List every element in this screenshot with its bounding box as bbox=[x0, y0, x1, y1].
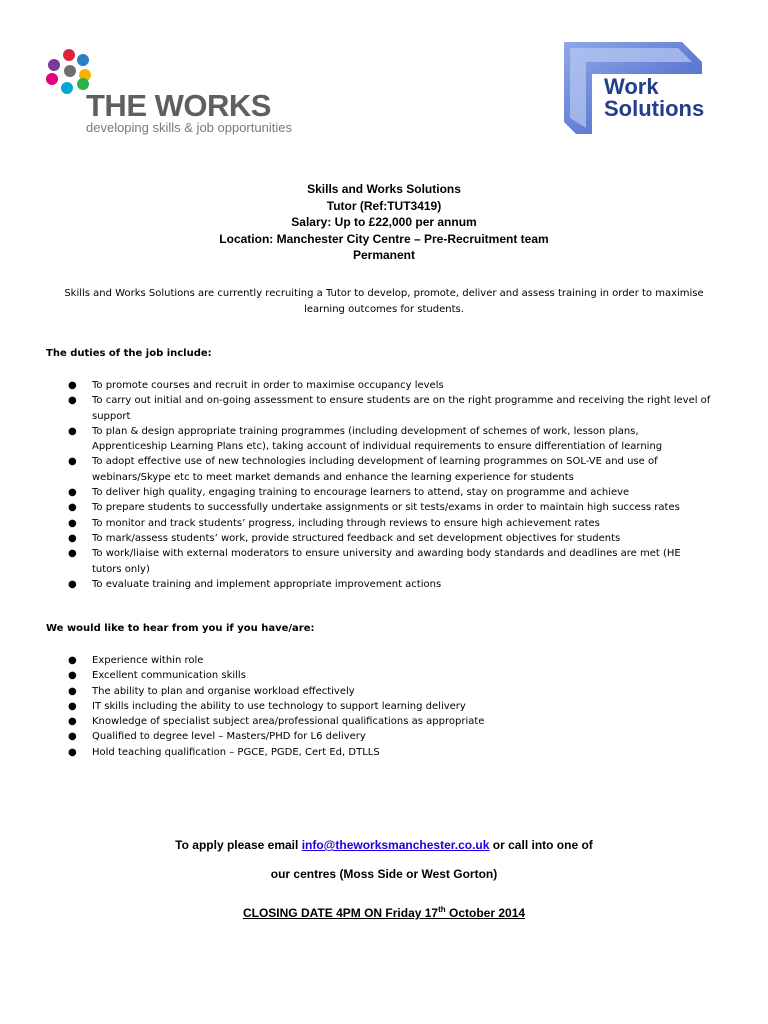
duty-item-text: To monitor and track students’ progress, including through reviews to ensure high achievement rates bbox=[92, 517, 600, 529]
bullet-icon: ● bbox=[68, 548, 77, 560]
bullet-icon: ● bbox=[68, 685, 77, 697]
bullet-icon: ● bbox=[68, 456, 77, 468]
apply-line-2: our centres (Moss Side or West Gorton) bbox=[270, 867, 498, 881]
requirement-item-text: Qualified to degree level – Masters/PHD for L6 delivery bbox=[92, 731, 366, 743]
duties-list bbox=[0, 378, 712, 592]
bullet-icon: ● bbox=[68, 380, 77, 391]
job-header bbox=[0, 181, 768, 264]
bullet-icon: ● bbox=[68, 532, 77, 544]
requirement-item-text: IT skills including the ability to use technology to support learning delivery bbox=[92, 700, 466, 712]
duty-item bbox=[0, 485, 712, 500]
requirement-item-text: Hold teaching qualification – PGCE, PGDE, Cert Ed, DTLLS bbox=[92, 746, 380, 758]
the-works-tagline: developing skills & job opportunities bbox=[86, 120, 292, 135]
duty-item bbox=[0, 500, 712, 515]
duty-item-text: To carry out initial and on-going assessment to ensure students are on the right programme and receiving the right level of support bbox=[92, 395, 711, 422]
closing-prefix: CLOSING DATE 4PM ON Friday 17 bbox=[242, 906, 439, 920]
requirements-list bbox=[0, 653, 712, 760]
duty-item bbox=[0, 454, 712, 485]
logo-dot bbox=[64, 65, 76, 77]
requirement-item bbox=[0, 745, 712, 760]
duty-item-text: To work/liaise with external moderators to ensure university and awarding body standards and deadlines are met (HE tutors only) bbox=[92, 548, 681, 575]
logo-dot bbox=[77, 54, 89, 66]
job-type: Permanent bbox=[352, 248, 416, 262]
bullet-icon: ● bbox=[68, 716, 77, 728]
closing-sup: th bbox=[438, 905, 446, 914]
apply-line-1 bbox=[0, 838, 768, 852]
bullet-icon: ● bbox=[68, 700, 77, 712]
work-solutions-line1: Work bbox=[604, 74, 659, 99]
requirements-title: We would like to hear from you if you have/are: bbox=[46, 623, 315, 634]
closing-date bbox=[0, 905, 768, 920]
closing-suffix: October 2014 bbox=[445, 906, 526, 920]
work-solutions-logo bbox=[546, 38, 726, 138]
bullet-icon: ● bbox=[68, 655, 77, 666]
duty-item-text: To adopt effective use of new technologies including development of learning programmes on SOL-VE and use of webinars/Skype etc to meet market demands and enhance the learning experience for students bbox=[92, 456, 658, 483]
duty-item bbox=[0, 516, 712, 531]
requirement-item-text: Excellent communication skills bbox=[92, 670, 246, 682]
the-works-logo bbox=[44, 46, 314, 138]
bullet-icon: ● bbox=[68, 670, 77, 682]
apply-prefix: To apply please email bbox=[175, 838, 299, 852]
duty-item-text: To prepare students to successfully undertake assignments or sit tests/exams in order to maintain high success rates bbox=[92, 502, 680, 514]
duty-item-text: To plan & design appropriate training programmes (including development of schemes of work, lesson plans, Apprenticeship Learning Plans etc), taking account of individual requirements to ensure differentiation of learning bbox=[92, 425, 663, 453]
job-salary: Salary: Up to £22,000 per annum bbox=[291, 215, 477, 229]
bullet-icon: ● bbox=[68, 395, 77, 407]
apply-email-link[interactable]: info@theworksmanchester.co.uk bbox=[301, 838, 490, 852]
duty-item-text: To deliver high quality, engaging training to encourage learners to attend, stay on programme and achieve bbox=[92, 487, 630, 499]
organisation-name: Skills and Works Solutions bbox=[307, 182, 461, 196]
job-title: Tutor (Ref:TUT3419) bbox=[326, 198, 442, 213]
duty-item bbox=[0, 393, 712, 424]
logo-dot bbox=[63, 49, 75, 61]
duty-item-text: To evaluate training and implement appropriate improvement actions bbox=[92, 578, 442, 590]
requirement-item bbox=[0, 684, 712, 699]
requirement-item-text: Experience within role bbox=[92, 655, 204, 666]
requirement-item bbox=[0, 653, 712, 668]
apply-suffix: or call into one of bbox=[492, 838, 593, 852]
requirement-item-text: The ability to plan and organise workload effectively bbox=[92, 685, 355, 697]
duty-item bbox=[0, 378, 712, 393]
bullet-icon: ● bbox=[68, 731, 77, 743]
bullet-icon: ● bbox=[68, 746, 77, 758]
requirement-item bbox=[0, 729, 712, 744]
bullet-icon: ● bbox=[68, 517, 77, 529]
duty-item-text: To promote courses and recruit in order to maximise occupancy levels bbox=[92, 380, 444, 391]
bullet-icon: ● bbox=[68, 502, 77, 514]
bullet-icon: ● bbox=[68, 578, 77, 590]
logo-dot bbox=[48, 59, 60, 71]
duty-item-text: To mark/assess students’ work, provide structured feedback and set development objectives for students bbox=[92, 532, 621, 544]
intro-paragraph: Skills and Works Solutions are currently recruiting a Tutor to develop, promote, deliver and assess training in order to maximise learning outcomes for students. bbox=[64, 288, 704, 315]
logo-dot bbox=[61, 82, 73, 94]
duties-title: The duties of the job include: bbox=[46, 348, 212, 359]
work-solutions-text bbox=[604, 76, 704, 120]
duty-item bbox=[0, 424, 712, 455]
duty-item bbox=[0, 531, 712, 546]
the-works-name: THE WORKS bbox=[86, 88, 271, 123]
requirement-item bbox=[0, 668, 712, 683]
requirement-item-text: Knowledge of specialist subject area/professional qualifications as appropriate bbox=[92, 716, 485, 728]
requirement-item bbox=[0, 699, 712, 714]
logo-dot bbox=[46, 73, 58, 85]
bullet-icon: ● bbox=[68, 425, 77, 437]
requirement-item bbox=[0, 714, 712, 729]
duty-item bbox=[0, 577, 712, 592]
job-location: Location: Manchester City Centre – Pre-Recruitment team bbox=[219, 231, 549, 246]
work-solutions-line2: Solutions bbox=[604, 96, 705, 121]
duty-item bbox=[0, 546, 712, 577]
bullet-icon: ● bbox=[68, 487, 77, 499]
